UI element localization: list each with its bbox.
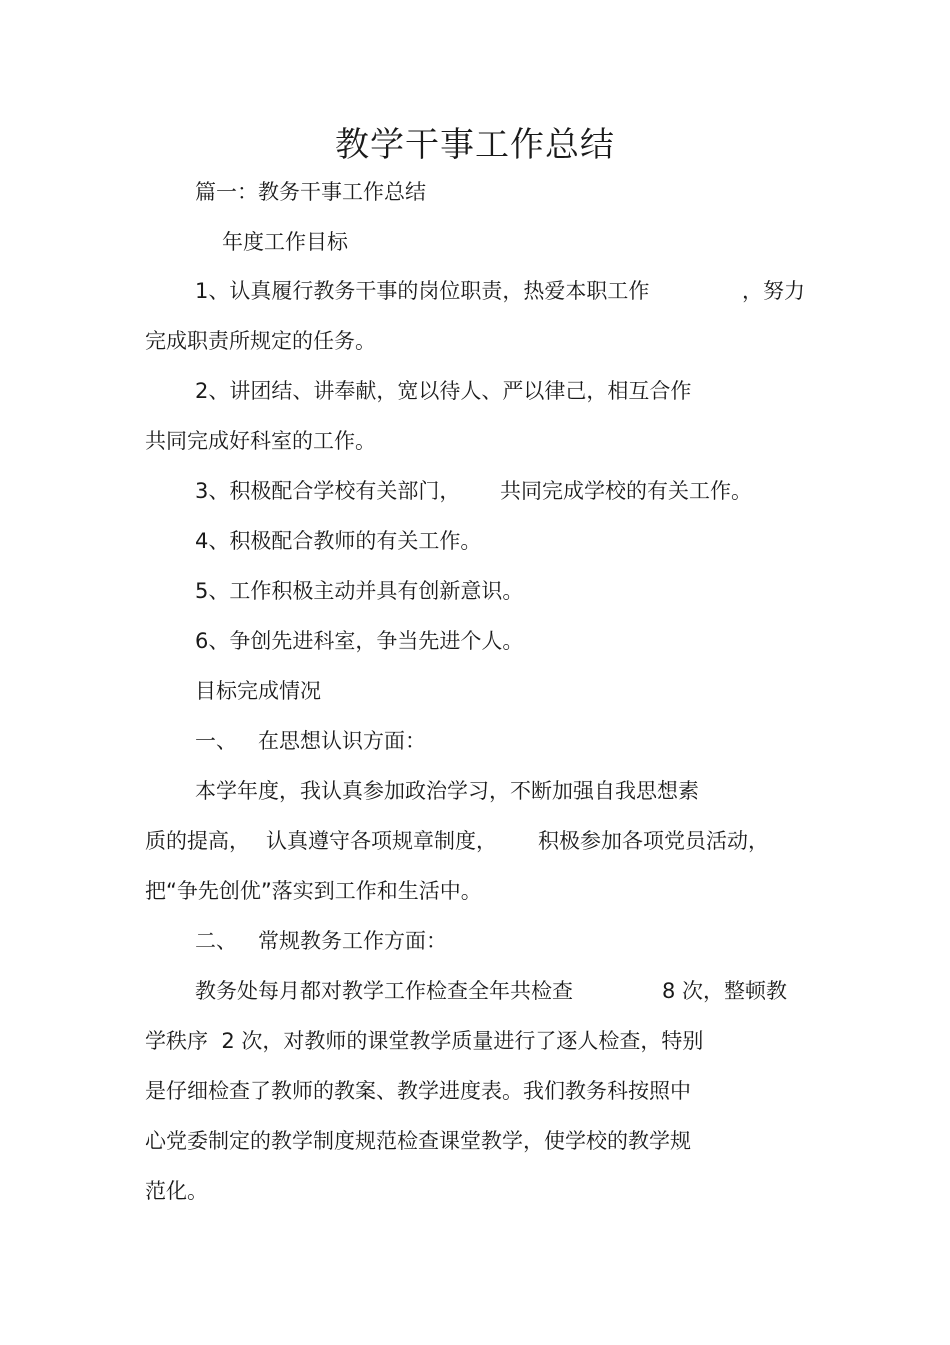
section-1-paragraph-line-1: 本学年度，我认真参加政治学习，不断加强自我思想素 <box>195 779 699 803</box>
section-1-paragraph-line-3: 把“争先创优”落实到工作和生活中。 <box>145 879 482 903</box>
goal-5: 5、工作积极主动并具有创新意识。 <box>195 579 524 603</box>
section-1-title: 在思想认识方面： <box>258 729 426 753</box>
section-2-paragraph-line-3: 是仔细检查了教师的教案、教学进度表。我们教务科按照中 <box>145 1079 691 1103</box>
goal-1-line-1-end: ，努力 <box>742 279 805 303</box>
section-2-paragraph-line-5: 范化。 <box>145 1179 208 1203</box>
section-2-paragraph-line-4: 心党委制定的教学制度规范检查课堂教学，使学校的教学规 <box>145 1129 691 1153</box>
completion-heading: 目标完成情况 <box>195 679 321 703</box>
section-2-paragraph-line-1a: 教务处每月都对教学工作检查全年共检查 <box>195 979 573 1003</box>
goals-heading: 年度工作目标 <box>222 230 348 254</box>
goal-3-part-1: 3、积极配合学校有关部门， <box>195 479 461 503</box>
goal-2-line-2: 共同完成好科室的工作。 <box>145 429 376 453</box>
section-1-number: 一、 <box>195 729 237 753</box>
section-2-paragraph-line-2: 学秩序 2 次，对教师的课堂教学质量进行了逐人检查，特别 <box>145 1029 704 1053</box>
goal-1-line-1: 1、认真履行教务干事的岗位职责，热爱本职工作 <box>195 279 650 303</box>
section-2-number: 二、 <box>195 929 237 953</box>
chapter-heading: 篇一：教务干事工作总结 <box>195 180 426 204</box>
document-title: 教学干事工作总结 <box>335 125 615 165</box>
goal-1-line-2: 完成职责所规定的任务。 <box>145 329 376 353</box>
goal-6: 6、争创先进科室，争当先进个人。 <box>195 629 524 653</box>
section-1-paragraph-line-2a: 质的提高， <box>145 829 250 853</box>
section-2-paragraph-line-1b: 8 次，整顿教 <box>662 979 788 1003</box>
section-1-paragraph-line-2c: 积极参加各项党员活动， <box>538 829 769 853</box>
section-2-title: 常规教务工作方面： <box>258 929 447 953</box>
goal-4: 4、积极配合教师的有关工作。 <box>195 529 482 553</box>
goal-3-part-2: 共同完成学校的有关工作。 <box>500 479 752 503</box>
section-1-paragraph-line-2b: 认真遵守各项规章制度， <box>266 829 497 853</box>
goal-2-line-1: 2、讲团结、讲奉献，宽以待人、严以律己，相互合作 <box>195 379 692 403</box>
